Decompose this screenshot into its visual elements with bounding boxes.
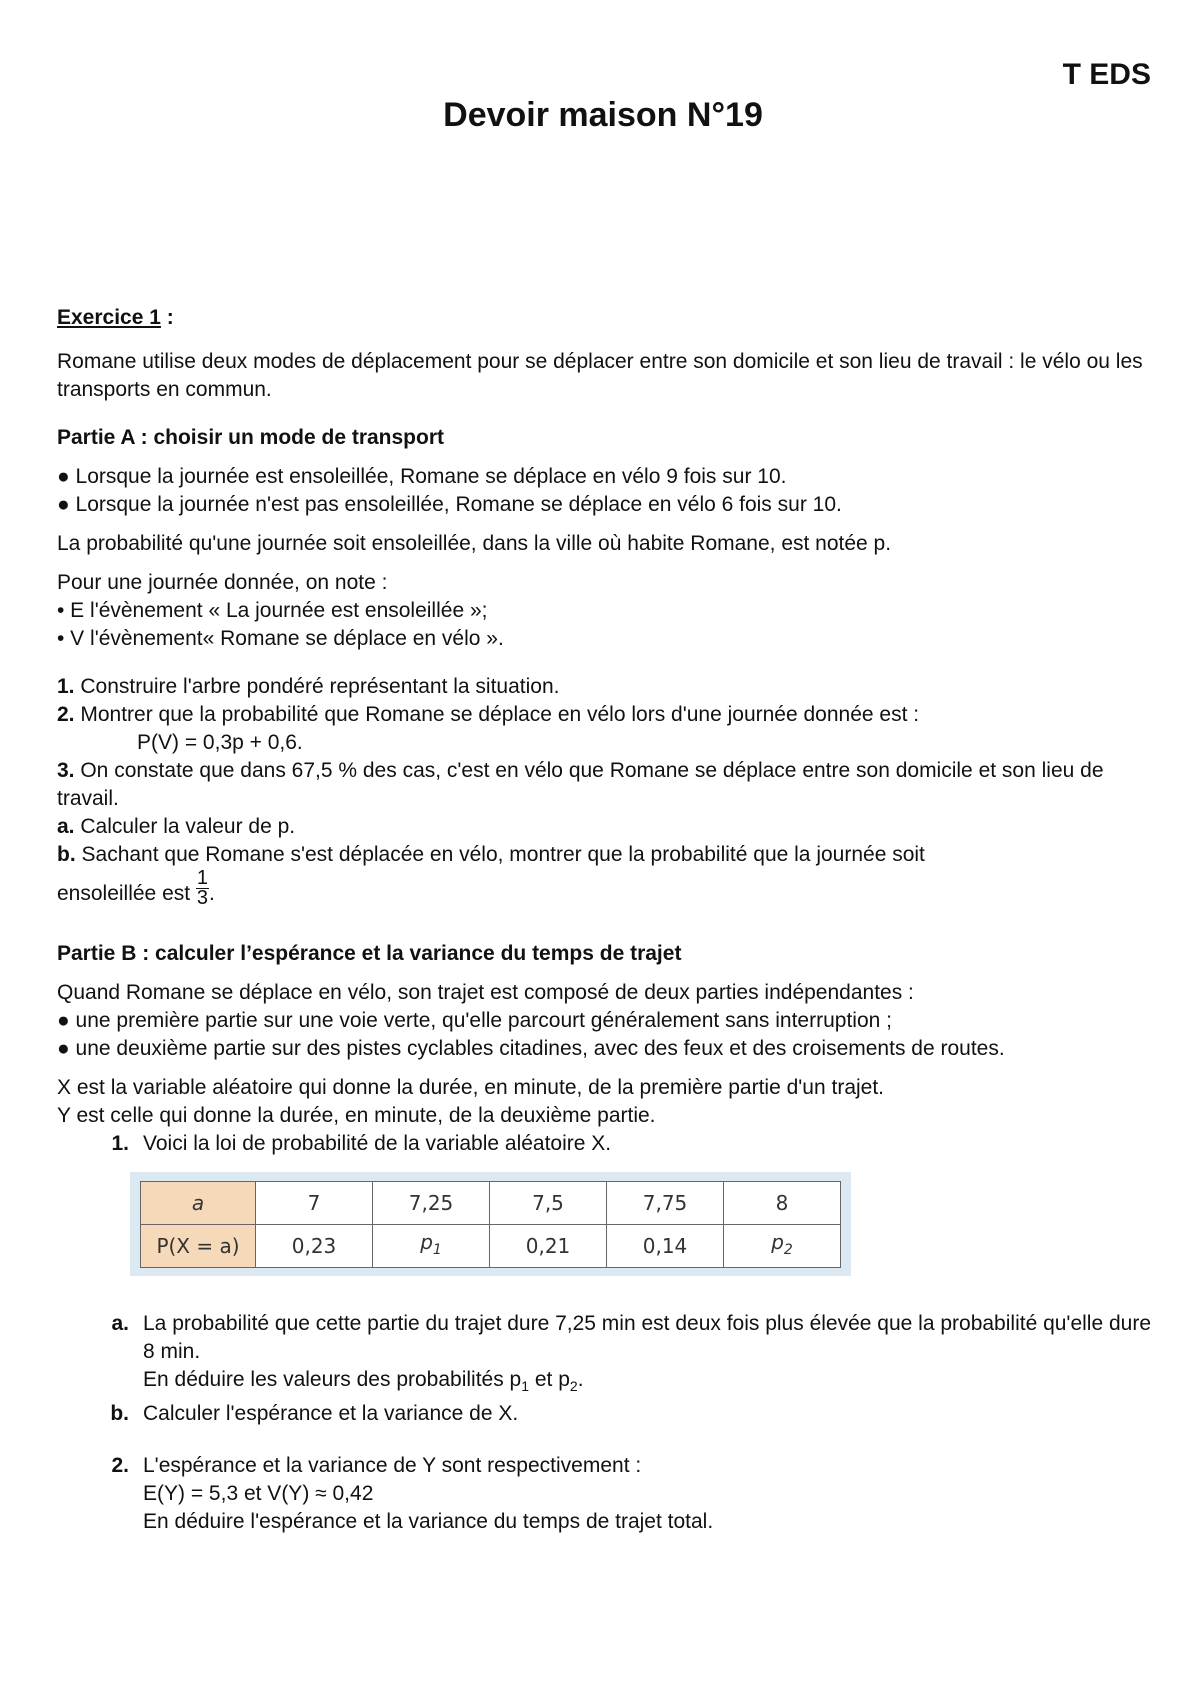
question-number: 2. <box>111 1454 129 1478</box>
partA-question-1 <box>57 673 1157 701</box>
question-text: Voici la loi de probabilité de la variable aléatoire X. <box>143 1132 612 1155</box>
question-text-line: En déduire les valeurs des probabilités p <box>143 1368 522 1391</box>
question-text: Calculer la valeur de p. <box>74 815 296 838</box>
table-cell: 7,5 <box>490 1182 607 1225</box>
question-number: a. <box>57 815 75 838</box>
question-end: . <box>577 1368 584 1391</box>
table-row-probs <box>141 1225 841 1268</box>
partA-event-E: • E l'évènement « La journée est ensoleillée »; <box>57 599 488 622</box>
partA-question-3a <box>57 813 1157 841</box>
table-cell: 7 <box>256 1182 373 1225</box>
question-text: On constate que dans 67,5 % des cas, c'est en vélo que Romane se déplace entre son domicile et son lieu de travail. <box>57 759 1104 810</box>
question-text <box>143 1310 1157 1400</box>
table-cell: 0,23 <box>256 1225 373 1268</box>
page-title: Devoir maison N°19 <box>443 96 763 134</box>
partB-x-def: X est la variable aléatoire qui donne la durée, en minute, de la première partie d'un trajet. <box>57 1076 885 1099</box>
question-text: Construire l'arbre pondéré représentant la situation. <box>74 675 560 698</box>
partB-question-2 <box>57 1452 1157 1536</box>
subscript: 1 <box>432 1242 442 1258</box>
table-cell: 7,25 <box>373 1182 490 1225</box>
partB-questions <box>57 1130 1157 1158</box>
partA-title: Partie A : choisir un mode de transport <box>57 426 445 449</box>
table-cell: 0,21 <box>490 1225 607 1268</box>
question-number: 1. <box>111 1132 129 1155</box>
fraction-numerator: 1 <box>196 867 209 889</box>
partB-question-1a <box>57 1310 1157 1400</box>
question-number: a. <box>111 1312 129 1335</box>
exercise-heading-suffix: : <box>160 306 174 329</box>
partB-title: Partie B : calculer l’espérance et la variance du temps de trajet <box>57 942 682 965</box>
question-number: b. <box>110 1402 129 1426</box>
exercise-content <box>57 304 1157 1536</box>
table-header-prob: P(X = a) <box>141 1225 256 1268</box>
table-cell: 0,14 <box>607 1225 724 1268</box>
partB-bullet-2: ● une deuxième partie sur des pistes cyclables citadines, avec des feux et des croisements de routes. <box>57 1037 1005 1060</box>
partA-note-intro: Pour une journée donnée, on note : <box>57 571 388 594</box>
question-text-line: et p <box>529 1368 570 1391</box>
partA-prob-sentence: La probabilité qu'une journée soit ensoleillée, dans la ville où habite Romane, est notée p. <box>57 532 892 555</box>
table-cell: $p_1$ <box>373 1225 490 1268</box>
question-number: 3. <box>57 759 75 782</box>
question-end: . <box>209 882 215 906</box>
probability-table <box>140 1181 841 1268</box>
question-text: ensoleillée est <box>57 882 196 906</box>
table-header-a: a <box>141 1182 256 1225</box>
partA-question-2 <box>57 701 1157 729</box>
partB-intro: Quand Romane se déplace en vélo, son trajet est composé de deux parties indépendantes : <box>57 981 914 1004</box>
partA-event-V: • V l'évènement« Romane se déplace en vélo ». <box>57 627 504 650</box>
partA-question-3 <box>57 757 1157 813</box>
question-text: Sachant que Romane s'est déplacée en vélo, montrer que la probabilité que la journée soit <box>75 843 925 866</box>
table-row-values <box>141 1182 841 1225</box>
table-cell: 7,75 <box>607 1182 724 1225</box>
question-text-line: En déduire l'espérance et la variance du temps de trajet total. <box>143 1510 714 1534</box>
question-number: 2. <box>57 703 75 726</box>
exercise-heading-label: Exercice 1 <box>57 306 161 329</box>
exercise-intro: Romane utilise deux modes de déplacement pour se déplacer entre son domicile et son lieu de travail : le vélo ou les transports en commun. <box>57 350 1143 401</box>
partB-subquestions <box>57 1310 1157 1536</box>
exercise-heading <box>57 304 1157 332</box>
table-cell: $p_2$ <box>724 1225 841 1268</box>
partA-question-3b <box>57 841 1157 869</box>
partA-question-3b-cont <box>57 867 1157 914</box>
partA-bullet-1: ● Lorsque la journée est ensoleillée, Romane se déplace en vélo 9 fois sur 10. <box>57 465 787 488</box>
subscript: 2 <box>783 1242 793 1258</box>
partB-bullet-1: ● une première partie sur une voie verte, qu'elle parcourt généralement sans interruption ; <box>57 1009 892 1032</box>
question-text: Calculer l'espérance et la variance de X. <box>143 1402 519 1426</box>
class-tag: T EDS <box>1062 58 1151 91</box>
question-number: b. <box>57 843 76 866</box>
partB-y-def: Y est celle qui donne la durée, en minute, de la deuxième partie. <box>57 1104 656 1127</box>
probability-table-frame <box>130 1172 851 1276</box>
partB-question-1 <box>57 1130 1157 1158</box>
subscript: 1 <box>521 1378 530 1395</box>
question-number: 1. <box>57 675 75 698</box>
partA-question-2-formula: P(V) = 0,3p + 0,6. <box>137 731 303 754</box>
question-text <box>143 1452 1157 1536</box>
partB-question-1b <box>57 1400 1157 1428</box>
fraction-one-third <box>196 869 209 908</box>
subscript: 2 <box>569 1378 578 1395</box>
question-text: Montrer que la probabilité que Romane se déplace en vélo lors d'une journée donnée est : <box>74 703 920 726</box>
partA-bullet-2: ● Lorsque la journée n'est pas ensoleillée, Romane se déplace en vélo 6 fois sur 10. <box>57 493 842 516</box>
question-text-line: L'espérance et la variance de Y sont respectivement : <box>143 1454 642 1478</box>
fraction-denominator: 3 <box>196 887 209 909</box>
table-cell: 8 <box>724 1182 841 1225</box>
question-text-line: La probabilité que cette partie du trajet dure 7,25 min est deux fois plus élevée que la probabilité qu'elle dure 8 min. <box>143 1312 1151 1363</box>
question-formula: E(Y) = 5,3 et V(Y) ≈ 0,42 <box>143 1482 374 1506</box>
